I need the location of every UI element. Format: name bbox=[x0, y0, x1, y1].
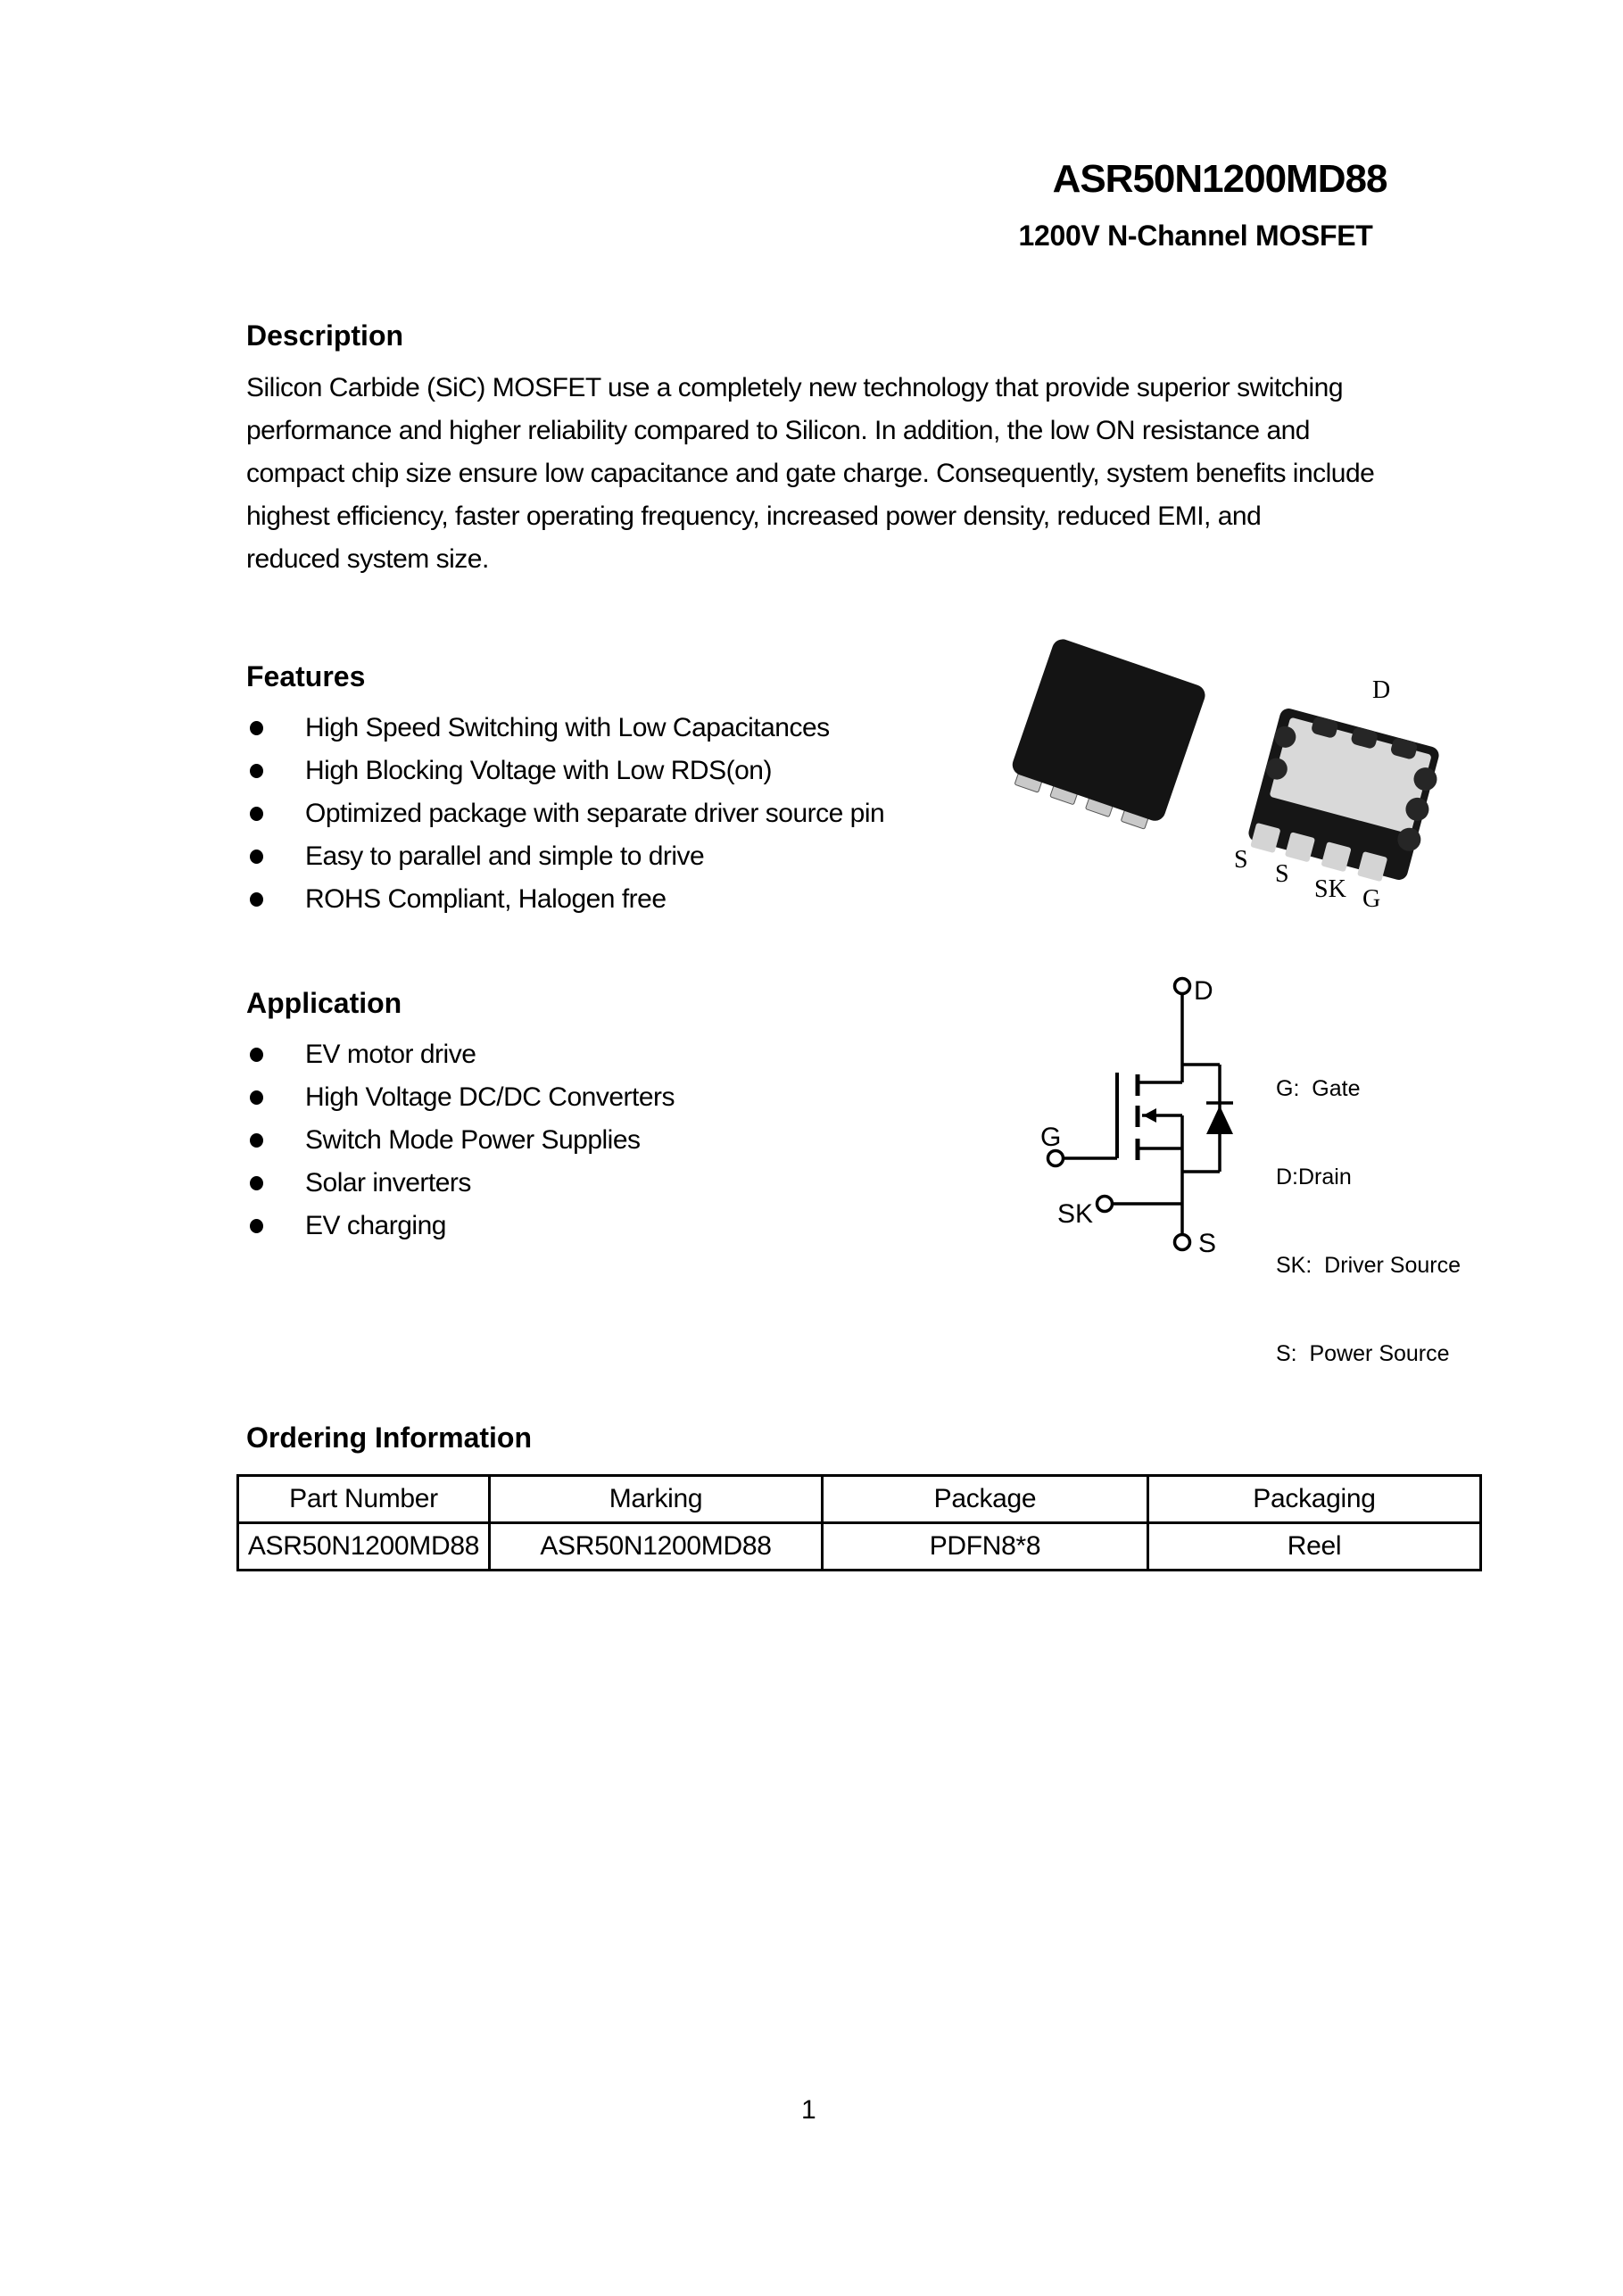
legend-line-power-source: S: Power Source bbox=[1276, 1341, 1450, 1366]
table-cell-part-number: ASR50N1200MD88 bbox=[238, 1523, 490, 1571]
table-cell-package: PDFN8*8 bbox=[823, 1523, 1148, 1571]
page-title: ASR50N1200MD88 bbox=[1052, 157, 1387, 201]
table-header-packaging: Packaging bbox=[1148, 1476, 1481, 1523]
package-figure-drawing bbox=[981, 607, 1517, 937]
bullet-icon bbox=[250, 850, 263, 864]
chip-top-view bbox=[1006, 636, 1208, 833]
legend-line-gate: G: Gate bbox=[1276, 1076, 1361, 1101]
application-item bbox=[250, 1119, 675, 1162]
feature-item bbox=[250, 707, 884, 750]
feature-item-label: High Speed Switching with Low Capacitances bbox=[305, 713, 830, 742]
application-list bbox=[250, 1033, 675, 1247]
description-line: performance and higher reliability compared to Silicon. In addition, the low ON resistance and bbox=[246, 416, 1310, 445]
bullet-icon bbox=[250, 1090, 263, 1105]
bullet-icon bbox=[250, 1219, 263, 1233]
table-header-part-number: Part Number bbox=[238, 1476, 490, 1523]
feature-item-label: Easy to parallel and simple to drive bbox=[305, 841, 705, 871]
feature-item-label: Optimized package with separate driver source pin bbox=[305, 799, 885, 828]
bullet-icon bbox=[250, 721, 263, 735]
bullet-icon bbox=[250, 1133, 263, 1148]
bullet-icon bbox=[250, 1176, 263, 1190]
bullet-icon bbox=[250, 764, 263, 778]
driver-source-terminal bbox=[1097, 1197, 1113, 1212]
feature-item bbox=[250, 878, 884, 921]
application-item-label: Switch Mode Power Supplies bbox=[305, 1125, 641, 1155]
application-item-label: High Voltage DC/DC Converters bbox=[305, 1082, 675, 1112]
terminal-label-power-source: S bbox=[1198, 1229, 1217, 1258]
ordering-table bbox=[236, 1474, 1482, 1571]
feature-item bbox=[250, 835, 884, 878]
application-item-label: EV motor drive bbox=[305, 1040, 476, 1069]
bullet-icon bbox=[250, 892, 263, 907]
package-pin-label-driver-source: SK bbox=[1314, 875, 1346, 903]
description-line: highest efficiency, faster operating frequency, increased power density, reduced EMI, and bbox=[246, 501, 1262, 531]
terminal-label-drain: D bbox=[1194, 976, 1213, 1006]
page-number: 1 bbox=[801, 2095, 816, 2125]
package-pin-label-source1: S bbox=[1234, 846, 1248, 874]
table-cell-marking: ASR50N1200MD88 bbox=[490, 1523, 823, 1571]
legend-line-drain: D:Drain bbox=[1276, 1165, 1352, 1189]
application-item bbox=[250, 1205, 675, 1247]
diode-triangle bbox=[1206, 1106, 1233, 1134]
channel-arrow bbox=[1143, 1108, 1156, 1123]
terminal-label-gate: G bbox=[1040, 1123, 1062, 1152]
table-header-package: Package bbox=[823, 1476, 1148, 1523]
description-line: compact chip size ensure low capacitance and gate charge. Consequently, system benefits include bbox=[246, 459, 1375, 488]
gate-terminal bbox=[1048, 1151, 1064, 1166]
application-heading: Application bbox=[246, 987, 402, 1019]
feature-item-label: ROHS Compliant, Halogen free bbox=[305, 884, 667, 914]
feature-item bbox=[250, 792, 884, 835]
application-item bbox=[250, 1076, 675, 1119]
table-cell-packaging: Reel bbox=[1148, 1523, 1481, 1571]
package-pin-label-gate: G bbox=[1362, 885, 1381, 913]
description-heading: Description bbox=[246, 319, 404, 352]
application-item-label: Solar inverters bbox=[305, 1168, 471, 1198]
description-line: Silicon Carbide (SiC) MOSFET use a completely new technology that provide superior switching bbox=[246, 373, 1344, 402]
bullet-icon bbox=[250, 1048, 263, 1062]
ordering-heading: Ordering Information bbox=[246, 1422, 532, 1454]
feature-item bbox=[250, 750, 884, 792]
table-header-marking: Marking bbox=[490, 1476, 823, 1523]
drain-terminal bbox=[1175, 979, 1190, 994]
feature-item-label: High Blocking Voltage with Low RDS(on) bbox=[305, 756, 772, 785]
features-list bbox=[250, 707, 884, 921]
description-paragraph bbox=[246, 367, 1374, 581]
terminal-legend bbox=[1276, 1015, 1461, 1428]
features-heading: Features bbox=[246, 660, 366, 692]
package-pin-label-source2: S bbox=[1275, 860, 1289, 888]
power-source-terminal bbox=[1175, 1235, 1190, 1250]
application-item-label: EV charging bbox=[305, 1211, 446, 1240]
table-header-row bbox=[238, 1476, 1481, 1523]
table-row bbox=[238, 1523, 1481, 1571]
terminal-label-driver-source: SK bbox=[1057, 1199, 1094, 1229]
page-subtitle: 1200V N-Channel MOSFET bbox=[1018, 220, 1373, 252]
chip-body bbox=[1010, 636, 1208, 824]
description-line: reduced system size. bbox=[246, 544, 489, 574]
package-pin-label-drain: D bbox=[1372, 676, 1391, 704]
bullet-icon bbox=[250, 807, 263, 821]
legend-line-driver-source: SK: Driver Source bbox=[1276, 1253, 1462, 1278]
application-item bbox=[250, 1033, 675, 1076]
package-figure bbox=[981, 607, 1517, 937]
application-item bbox=[250, 1162, 675, 1205]
